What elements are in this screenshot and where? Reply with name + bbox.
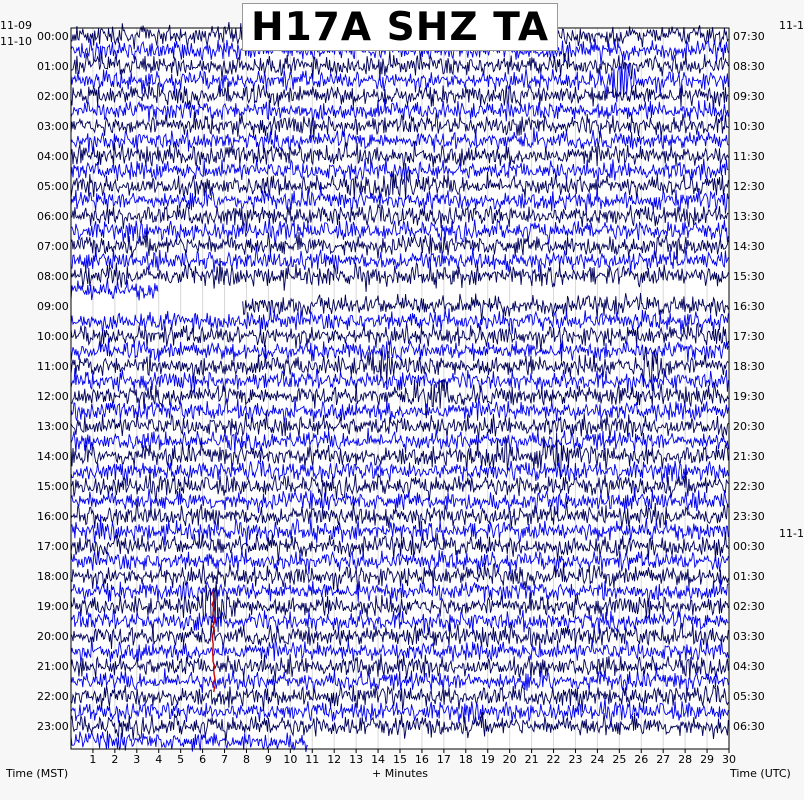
left-hour-label: 17:00 (37, 540, 69, 554)
right-hour-label: 08:30 (733, 59, 765, 73)
left-hour-label: 14:00 (37, 450, 69, 464)
right-hour-label: 00:30 (733, 540, 765, 554)
right-hour-label: 18:30 (733, 359, 765, 373)
x-tick-label: 30 (722, 753, 736, 766)
x-tick-label: 10 (283, 753, 298, 766)
left-hour-label: 19:00 (37, 600, 69, 614)
right-hour-label: 13:30 (733, 209, 765, 223)
right-hour-label: 05:30 (733, 690, 765, 704)
right-hour-label: 14:30 (733, 239, 765, 253)
left-hour-label: 15:00 (37, 480, 69, 494)
left-hour-label: 03:00 (37, 119, 69, 133)
x-tick-label: 20 (502, 753, 517, 766)
right-hour-label: 17:30 (733, 329, 765, 343)
right-hour-label: 10:30 (733, 119, 765, 133)
left-date-start: 11-10 (0, 35, 32, 48)
left-hour-label: 01:00 (37, 59, 69, 73)
left-hour-label: 11:00 (37, 359, 69, 373)
x-tick-label: 26 (634, 753, 649, 766)
x-tick-label: 19 (480, 753, 495, 766)
right-hour-label: 09:30 (733, 89, 765, 103)
x-tick-label: 22 (546, 753, 561, 766)
right-hour-label: 07:30 (733, 29, 765, 43)
right-hour-label: 02:30 (733, 600, 765, 614)
x-tick-label: 16 (414, 753, 429, 766)
right-hour-label: 23:30 (733, 510, 765, 524)
x-axis-title: + Minutes (372, 767, 429, 780)
right-hour-label: 20:30 (733, 420, 765, 434)
right-axis-title: Time (UTC) (730, 767, 791, 780)
x-tick-label: 9 (264, 753, 272, 766)
right-hour-label: 15:30 (733, 269, 765, 283)
x-tick-label: 25 (612, 753, 627, 766)
chart-title: H17A SHZ TA (242, 3, 558, 51)
left-hour-label: 18:00 (37, 570, 69, 584)
left-hour-label: 07:00 (37, 239, 69, 253)
left-hour-label: 23:00 (37, 720, 69, 734)
x-tick-label: 14 (371, 753, 386, 766)
right-hour-label: 16:30 (733, 299, 765, 313)
left-hour-label: 13:00 (37, 420, 69, 434)
x-tick-label: 13 (349, 753, 364, 766)
left-axis-title: Time (MST) (6, 767, 69, 780)
right-date-change: 11-1 (779, 527, 804, 540)
x-tick-label: 15 (393, 753, 407, 766)
left-hour-label: 21:00 (37, 660, 69, 674)
x-tick-label: 29 (700, 753, 715, 766)
right-hour-label: 03:30 (733, 630, 765, 644)
x-tick-label: 6 (199, 753, 207, 766)
right-hour-label: 21:30 (733, 450, 765, 464)
x-tick-label: 5 (177, 753, 185, 766)
x-tick-label: 28 (678, 753, 693, 766)
left-hour-label: 08:00 (37, 269, 69, 283)
x-tick-label: 21 (524, 753, 539, 766)
left-hour-label: 04:00 (37, 149, 69, 163)
left-hour-label: 12:00 (37, 390, 69, 403)
right-hour-label: 06:30 (733, 720, 765, 734)
right-hour-label: 11:30 (733, 149, 765, 163)
right-hour-label: 22:30 (733, 480, 765, 494)
left-hour-label: 10:00 (37, 329, 69, 343)
right-hour-label: 04:30 (733, 660, 765, 674)
left-hour-label: 05:00 (37, 179, 69, 193)
left-date-top: 11-09 (0, 19, 32, 32)
x-tick-label: 2 (111, 753, 119, 766)
right-hour-label: 12:30 (733, 179, 765, 193)
left-hour-label: 20:00 (37, 630, 69, 644)
left-hour-label: 09:00 (37, 299, 69, 313)
x-tick-label: 27 (656, 753, 671, 766)
x-tick-label: 23 (568, 753, 583, 766)
x-tick-label: 1 (89, 753, 97, 766)
x-tick-label: 11 (305, 753, 320, 766)
x-tick-label: 4 (155, 753, 163, 766)
left-hour-label: 16:00 (37, 510, 69, 524)
x-tick-label: 17 (436, 753, 451, 766)
left-hour-label: 00:00 (37, 29, 69, 43)
right-date-top: 11-1 (779, 19, 804, 32)
left-hour-label: 02:00 (37, 89, 69, 103)
right-hour-label: 01:30 (733, 570, 765, 584)
x-tick-label: 18 (458, 753, 473, 766)
right-hour-label: 19:30 (733, 390, 765, 403)
x-tick-label: 3 (133, 753, 141, 766)
x-tick-label: 8 (242, 753, 250, 766)
left-hour-label: 06:00 (37, 209, 69, 223)
x-tick-label: 24 (590, 753, 605, 766)
x-tick-label: 7 (221, 753, 229, 766)
x-tick-label: 12 (327, 753, 342, 766)
left-hour-label: 22:00 (37, 690, 69, 704)
